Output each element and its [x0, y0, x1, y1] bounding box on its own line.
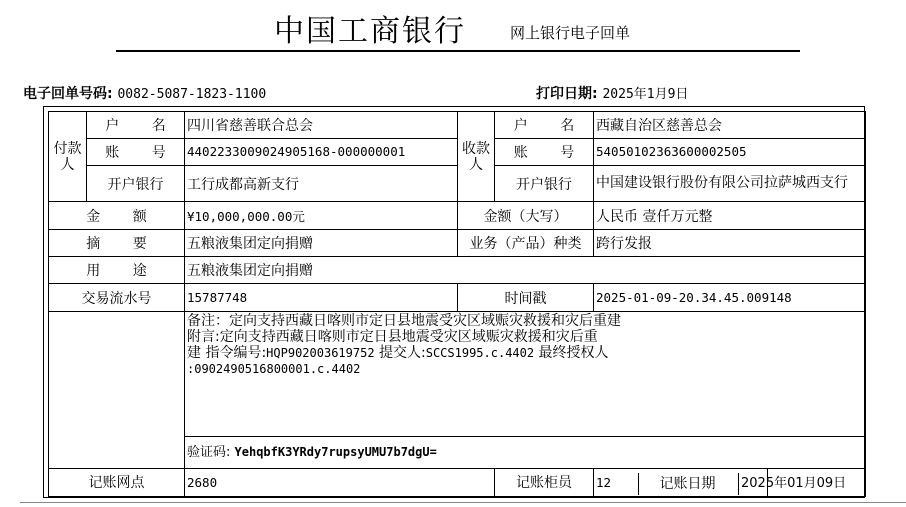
- payer-account: 4402233009024905168-000000001: [185, 139, 458, 165]
- verification-code: [187, 441, 437, 460]
- amount-upper-value: 人民币 壹仟万元整: [594, 202, 866, 229]
- verification-row: [185, 436, 865, 459]
- payee-bank: 中国建设银行股份有限公司拉萨城西支行: [594, 165, 866, 202]
- serial-value: 15787748: [185, 284, 458, 311]
- amount-label: 金 额: [49, 202, 185, 229]
- payer-name: 四川省慈善联合总会: [185, 112, 458, 139]
- receipt-table: [48, 111, 866, 497]
- accounting-date-label: 记账日期: [638, 473, 736, 495]
- submitter-label: 提交人:: [374, 344, 426, 361]
- payer-name-label: 户 名: [87, 112, 185, 139]
- teller-label: 记账柜员: [495, 468, 594, 496]
- receipt-number-label: 电子回单号码:: [23, 86, 113, 102]
- payee-name: 西藏自治区慈善总会: [594, 112, 866, 139]
- verification-label: 验证码:: [187, 444, 231, 460]
- remarks-line-3-text: 建 指令编号:: [187, 344, 267, 361]
- serial-label: 交易流水号: [49, 284, 185, 311]
- payee-account: 54050102363600002505: [594, 139, 866, 165]
- amount-upper-label: 金额（大写）: [458, 202, 594, 229]
- verification-value: YehqbfK3YRdy7rupsyUMU7b7dgU=: [234, 444, 437, 459]
- bank-name: 中国工商银行: [274, 14, 466, 49]
- timestamp-label: 时间戳: [458, 284, 594, 311]
- authorizer-label: 最终授权人: [534, 344, 609, 361]
- payee-group-label: 收款人: [458, 112, 495, 202]
- remarks-cell: [185, 311, 866, 468]
- branch-label: 记账网点: [49, 468, 185, 496]
- remarks-line-3: [187, 345, 861, 361]
- remarks-spacer: [49, 311, 185, 468]
- payee-account-label: 账 号: [495, 139, 594, 165]
- summary-label: 摘 要: [49, 229, 185, 256]
- summary-value: 五粮液集团定向捐赠: [185, 229, 458, 256]
- payer-account-label: 账 号: [87, 139, 185, 165]
- payer-bank-label: 开户银行: [87, 165, 185, 202]
- submitter-value: SCCS1995.c.4402: [425, 345, 535, 360]
- print-date-label: 打印日期:: [536, 86, 598, 102]
- payer-bank: 工行成都高新支行: [185, 165, 458, 202]
- purpose-label: 用 途: [49, 257, 185, 284]
- print-date-value: 2025年1月9日: [602, 87, 689, 102]
- purpose-value: 五粮液集团定向捐赠: [185, 257, 866, 284]
- remarks-line-2: 附言:定向支持西藏日喀则市定日县地震受灾区域赈灾救援和灾后重: [187, 328, 598, 345]
- remarks-text: [187, 313, 861, 377]
- branch-value: 2680: [185, 468, 495, 496]
- timestamp-value: 2025-01-09-20.34.45.009148: [594, 284, 866, 311]
- remarks-line-4: :0902490516800001.c.4402: [187, 361, 361, 376]
- amount-value: ¥10,000,000.00元: [185, 202, 458, 229]
- receipt-number-value: 0082-5087-1823-1100: [117, 87, 267, 102]
- receipt-number: [23, 83, 266, 103]
- bottom-divider: [20, 502, 906, 503]
- title-underline: [116, 50, 800, 52]
- business-type-label: 业务（产品）种类: [458, 229, 594, 256]
- payee-bank-label: 开户银行: [495, 165, 594, 202]
- remarks-line-1: 备注：定向支持西藏日喀则市定日县地震受灾区域赈灾救援和灾后重建: [187, 312, 621, 329]
- print-date: [536, 83, 688, 103]
- instruction-number: HQP902003619752: [266, 345, 375, 360]
- business-type-value: 跨行发报: [594, 229, 866, 256]
- payee-name-label: 户 名: [495, 112, 594, 139]
- teller-value: 12: [594, 468, 768, 496]
- receipt-subtitle: 网上银行电子回单: [510, 24, 631, 42]
- payer-group-label: 付款人: [49, 112, 87, 202]
- accounting-date-value: 2025年01月09日: [738, 473, 862, 495]
